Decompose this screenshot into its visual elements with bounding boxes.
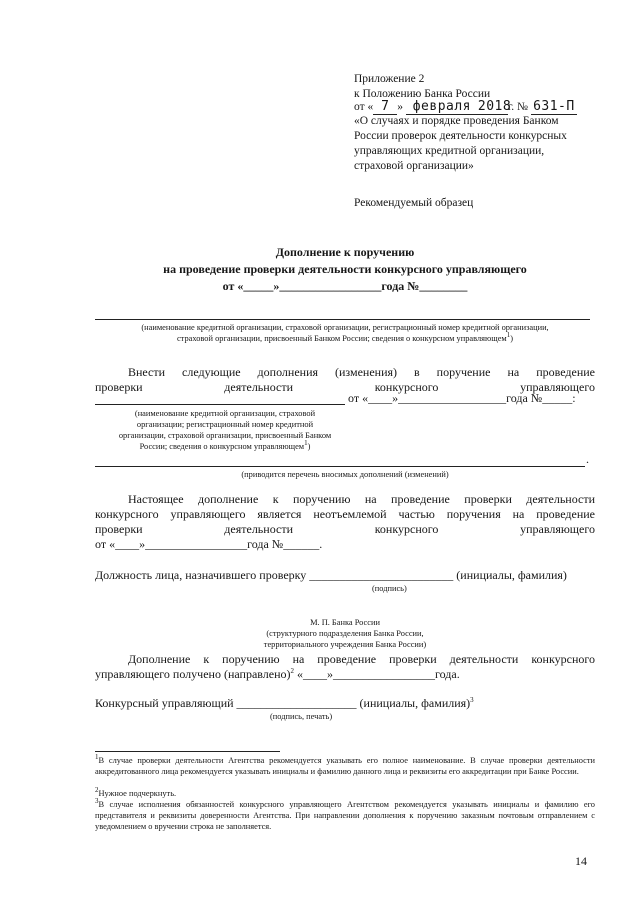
manager-caption: (подпись, печать) (270, 712, 333, 721)
caption-1-line-1: (наименование кредитной организации, страховой организации, регистрационный номер кредитной организации, (141, 323, 549, 332)
blank-line-org-2 (95, 404, 345, 405)
received-line-2: управляющего получено (направлено)$^2$ «____»_________________года. (95, 667, 460, 681)
para1-line-1: Внести следующие дополнения (изменения) в поручение на проведение (128, 365, 595, 379)
para2-line-1: Настоящее дополнение к поручению на проведение проверки деятельности (128, 492, 595, 506)
appendix-title-2: России проверок деятельности конкурсных (354, 130, 567, 142)
para2-line-2: конкурсного управляющего является неотъемлемой частью поручения на проведение (95, 507, 595, 521)
manager-line: Конкурсный управляющий ____________________ (инициалы, фамилия)$^3$ (95, 696, 474, 710)
appendix-title-3: управляющих кредитной организации, (354, 145, 545, 157)
page-number: 14 (575, 854, 587, 868)
heading-line-3: от «_____»_________________года №________ (222, 279, 468, 293)
footnote-2: $^2$Нужное подчеркнуть. (95, 786, 177, 798)
blank-line-org (95, 319, 590, 320)
order-number: 631-П (531, 99, 577, 115)
para1-line-2: проверки деятельности конкурсного управляющего (95, 380, 595, 394)
list-caption: (приводится перечень вносимых дополнений (изменений) (241, 470, 449, 479)
para1-line-3: от «____»__________________года №_____: (348, 391, 576, 405)
date-prefix: от « (354, 101, 374, 113)
footnote-3: $^3$В случае исполнения обязанностей конкурсного управляющего Агентством рекомендуется указывать инициалы и фамилию его представителя и реквизиты доверенности Агентства. При направлении дополнения к поручению заказным почтовым отправлением с уведомлением о вручении строка не заполняется. (95, 797, 595, 831)
heading-line-1: Дополнение к поручению (275, 245, 415, 259)
heading-line-2: на проведение проверки деятельности конкурсного управляющего (163, 262, 527, 276)
date-mid: » (397, 101, 403, 113)
stamp-line-1: М. П. Банка России (310, 618, 380, 627)
para1-caption-4: России; сведения о конкурсном управляющем$^1$) (139, 439, 311, 451)
appendix-line-1: Приложение 2 (354, 73, 425, 85)
received-line-1: Дополнение к поручению на проведение проверки деятельности конкурсного (128, 652, 595, 666)
para2-line-3: проверки деятельности конкурсного управляющего (95, 522, 595, 536)
appendix-title-4: страховой организации» (354, 160, 474, 172)
footnote-separator (95, 751, 280, 752)
para1-caption-3: организации, страховой организации, присвоенный Банком (118, 431, 332, 440)
dot: . (586, 452, 589, 466)
date-year: 2018 (477, 99, 512, 114)
para1-caption-2: организации; регистрационный номер кредитной (136, 420, 314, 429)
sample-label: Рекомендуемый образец (354, 197, 474, 209)
appendix-date-line (354, 99, 577, 115)
date-month: февраля (406, 99, 478, 115)
stamp-line-3: территориального учреждения Банка России) (263, 640, 427, 649)
appendix-line-2: к Положению Банка России (354, 88, 491, 100)
para2-line-4: от «____»_________________года №______. (95, 537, 323, 551)
signer-line: Должность лица, назначившего проверку ________________________ (инициалы, фамилия) (95, 568, 567, 582)
number-prefix: г. № (507, 101, 529, 113)
caption-1-line-2: страховой организации, присвоенный Банком России; сведения о конкурсном управляющем$^1$) (176, 331, 514, 343)
appendix-title-1: «О случаях и порядке проведения Банком (354, 115, 559, 127)
para1-caption-1: (наименование кредитной организации, страховой (134, 409, 316, 418)
stamp-line-2: (структурного подразделения Банка России, (266, 629, 424, 638)
date-day: 7 (373, 99, 397, 115)
signer-caption: (подпись) (372, 584, 407, 593)
footnote-1: $^1$В случае проверки деятельности Агентства рекомендуется указывать его полное наименование. В случае проверки деятельности аккредитованного лица рекомендуется указывать инициалы и фамилию данного лица и реквизиты его аккредитации при Банке России. (95, 753, 595, 776)
blank-line-changes (95, 466, 585, 467)
